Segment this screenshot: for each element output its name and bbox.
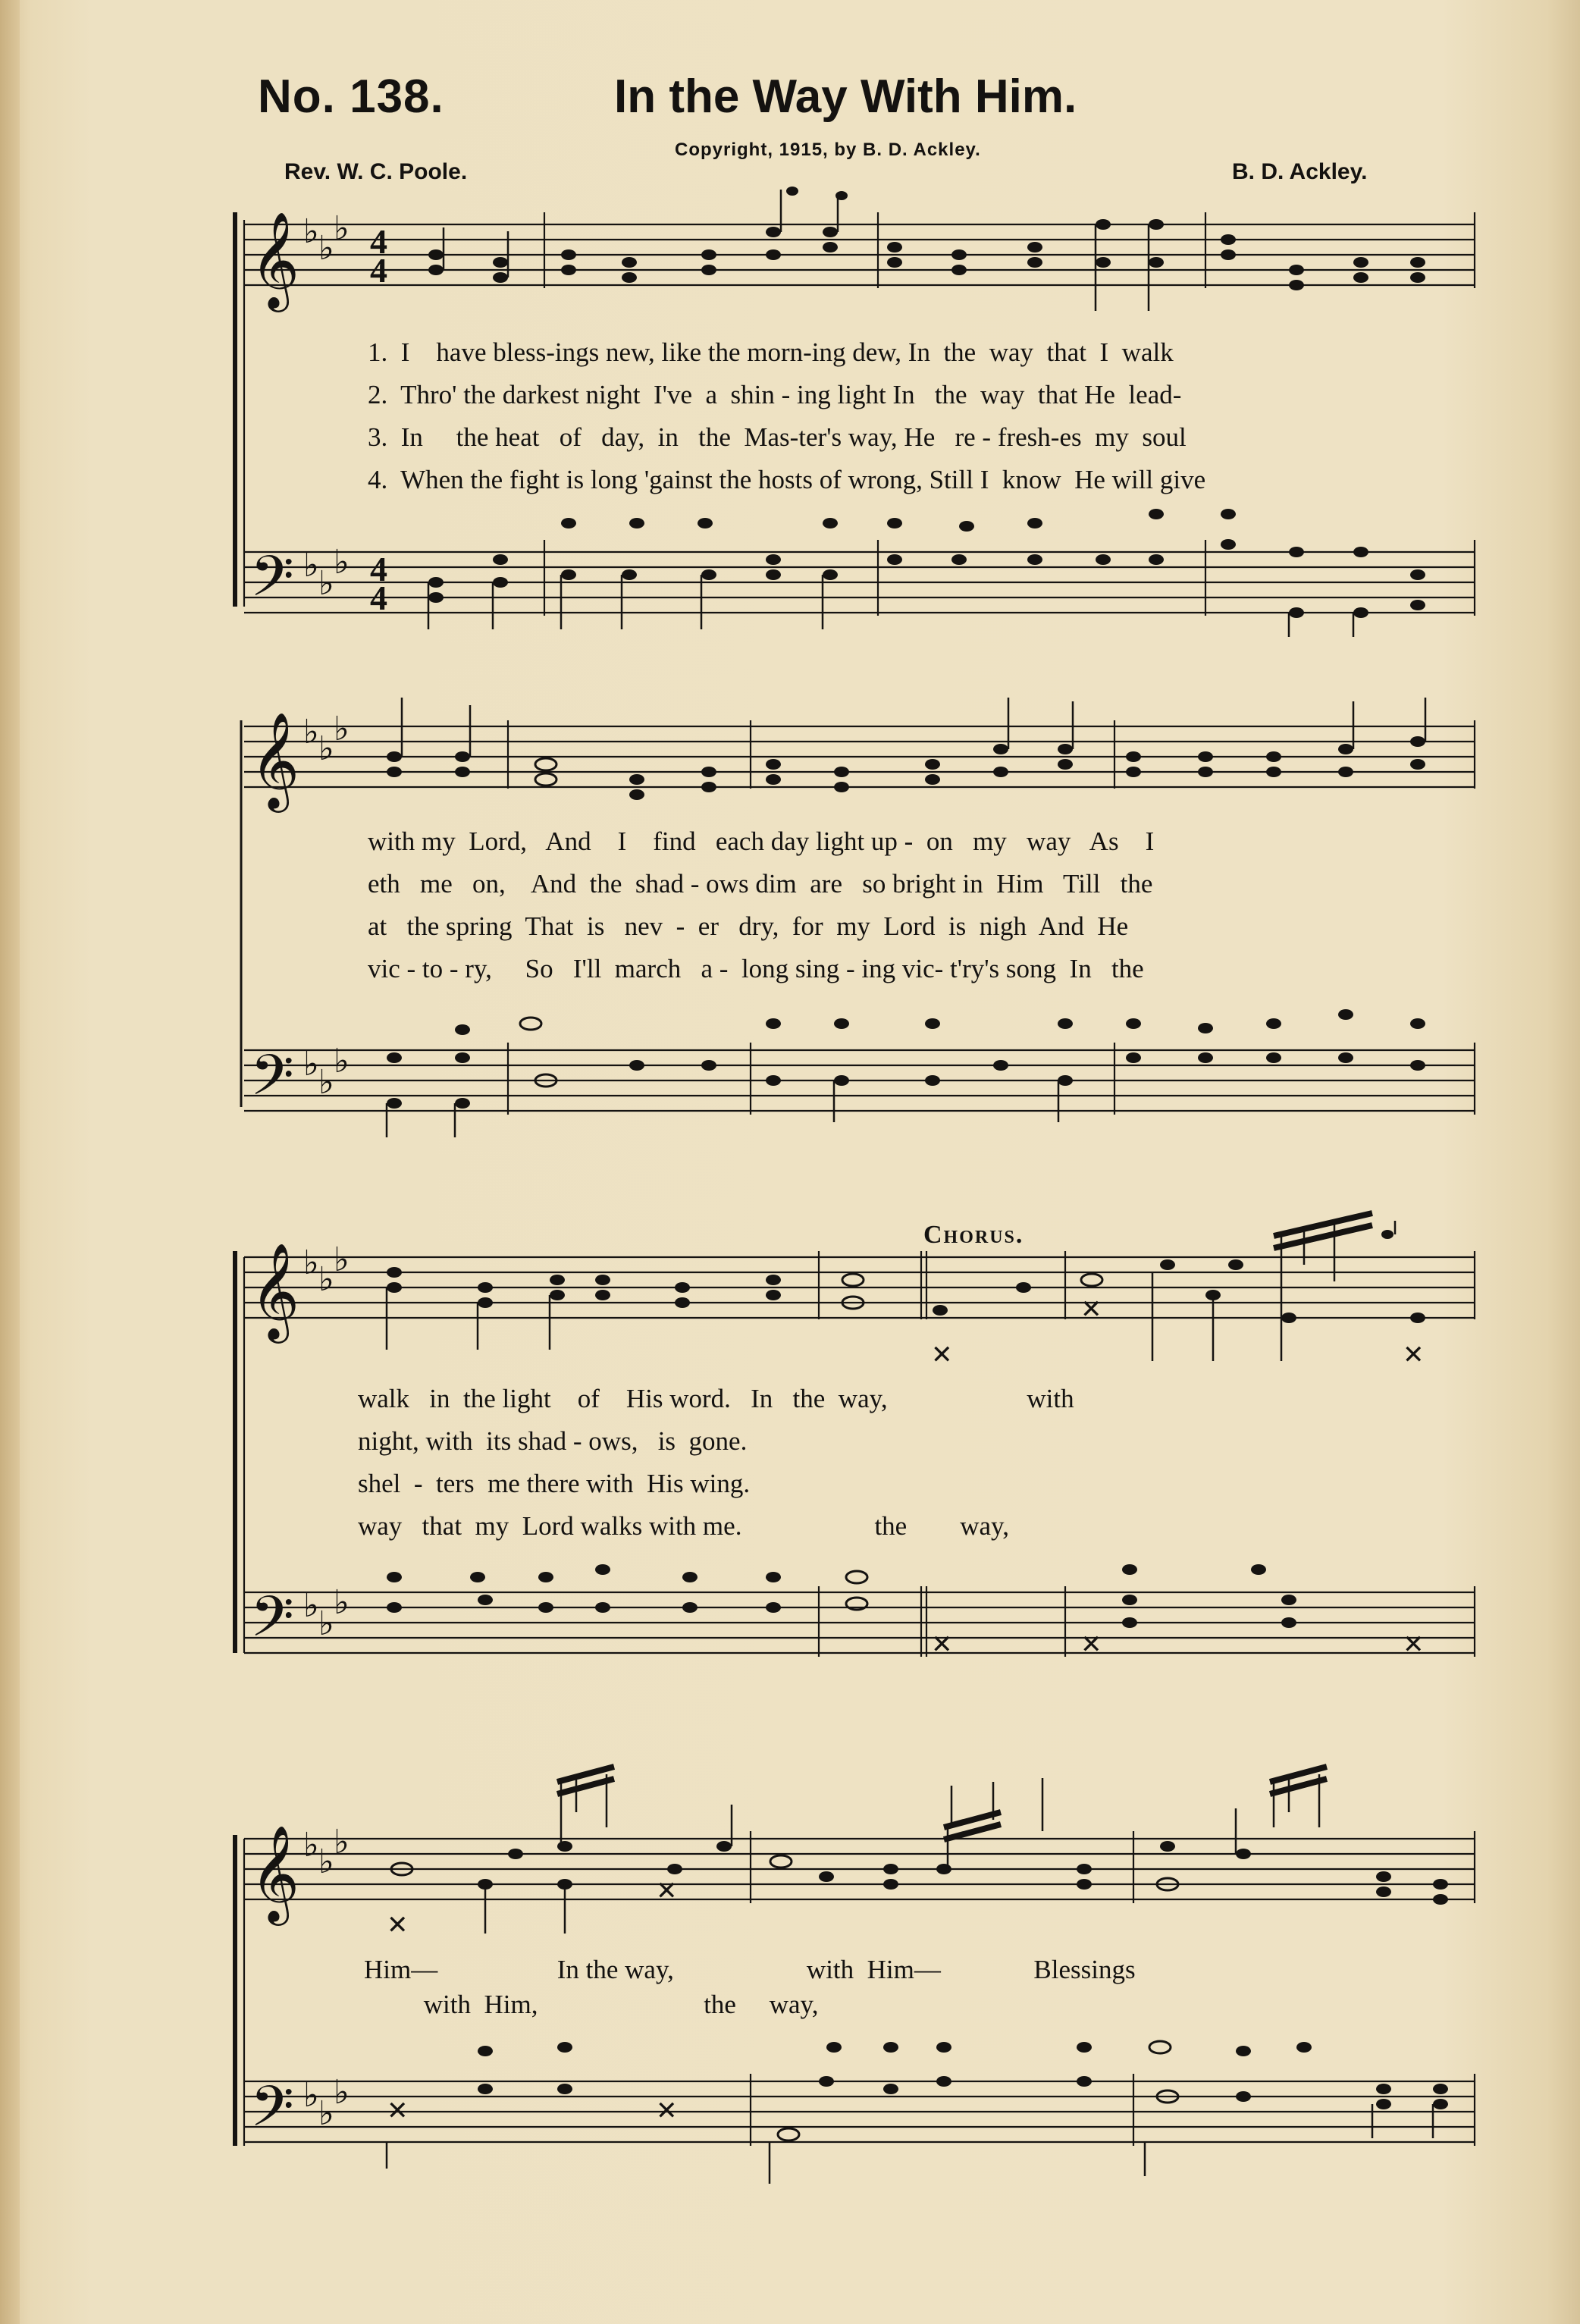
svg-text:♭: ♭ [334, 1042, 350, 1080]
music-system-3 [0, 1168, 1580, 1668]
svg-text:𝄢: 𝄢 [250, 1584, 294, 1664]
copyright-notice: Copyright, 1915, by B. D. Ackley. [675, 140, 981, 160]
svg-text:𝄢: 𝄢 [250, 544, 294, 623]
svg-text:𝄞: 𝄞 [250, 711, 300, 808]
chorus-label: Chorus. [923, 1221, 1024, 1249]
svg-text:4: 4 [370, 550, 387, 588]
music-system-2 [0, 667, 1580, 1137]
lyric-line: way that my Lord walks with me. the way, [358, 1511, 1009, 1541]
svg-text:♭: ♭ [318, 229, 334, 268]
music-system-4 [0, 1714, 1580, 2290]
svg-text:♭: ♭ [303, 1244, 319, 1282]
svg-text:✕: ✕ [387, 1910, 409, 1940]
lyric-line: Him— In the way, with Him— Blessings [364, 1955, 1136, 1984]
svg-text:♭: ♭ [303, 2076, 319, 2115]
svg-text:♭: ♭ [303, 713, 319, 751]
lyric-line: with Him, the way, [364, 1990, 819, 2019]
staff-notation-1 [0, 0, 1580, 637]
lyric-line: walk in the light of His word. In the way, with [358, 1384, 1074, 1413]
svg-text:♭: ♭ [334, 209, 350, 248]
svg-text:𝄞: 𝄞 [250, 1242, 300, 1339]
svg-text:♭: ♭ [318, 1063, 334, 1102]
lyricist-credit: Rev. W. C. Poole. [284, 159, 468, 184]
svg-text:✕: ✕ [1403, 1340, 1425, 1370]
svg-text:♭: ♭ [318, 729, 334, 768]
hymn-number: No. 138. [258, 71, 444, 123]
svg-text:✕: ✕ [1080, 1294, 1102, 1325]
svg-text:♭: ♭ [303, 1045, 319, 1084]
lyric-line: 2. Thro' the darkest night I've a shin - ing light In the way that He lead- [368, 380, 1182, 409]
svg-text:♭: ♭ [318, 564, 334, 603]
svg-text:✕: ✕ [1080, 1629, 1102, 1660]
svg-text:♭: ♭ [318, 2094, 334, 2133]
svg-text:✕: ✕ [1403, 1629, 1425, 1660]
svg-text:✕: ✕ [656, 2096, 678, 2126]
svg-text:♭: ♭ [334, 1240, 350, 1279]
svg-text:♭: ♭ [334, 543, 350, 582]
staff-notation-3 [0, 1168, 1580, 1668]
svg-text:✕: ✕ [931, 1629, 953, 1660]
svg-text:✕: ✕ [387, 2096, 409, 2126]
svg-text:𝄞: 𝄞 [250, 1824, 300, 1921]
lyric-line: with my Lord, And I find each day light up - on my way As I [368, 826, 1155, 856]
svg-text:♭: ♭ [318, 1260, 334, 1299]
svg-text:♭: ♭ [318, 1843, 334, 1881]
svg-text:✕: ✕ [931, 1340, 953, 1370]
svg-text:4: 4 [370, 222, 387, 261]
svg-text:♭: ♭ [303, 546, 319, 585]
svg-text:4: 4 [370, 579, 387, 617]
svg-text:♭: ♭ [334, 2073, 350, 2112]
hymn-title: In the Way With Him. [614, 71, 1077, 123]
svg-text:𝄢: 𝄢 [250, 2074, 294, 2153]
svg-text:♭: ♭ [334, 710, 350, 748]
lyric-line: 3. In the heat of day, in the Mas-ter's way, He re - fresh-es my soul [368, 422, 1187, 452]
svg-text:✕: ✕ [656, 1876, 678, 1906]
composer-credit: B. D. Ackley. [1232, 159, 1368, 184]
lyric-line: 1. I have bless-ings new, like the morn-ing dew, In the way that I walk [368, 337, 1174, 367]
music-system-1 [0, 0, 1580, 637]
svg-text:♭: ♭ [318, 1604, 334, 1643]
svg-text:𝄞: 𝄞 [250, 211, 300, 308]
lyric-line: shel - ters me there with His wing. [358, 1469, 751, 1498]
lyric-line: eth me on, And the shad - ows dim are so bright in Him Till the [368, 869, 1153, 899]
svg-text:♭: ♭ [303, 1826, 319, 1865]
lyric-line: at the spring That is nev - er dry, for my Lord is nigh And He [368, 911, 1129, 941]
svg-text:♭: ♭ [334, 1823, 350, 1861]
lyric-line: 4. When the fight is long 'gainst the hosts of wrong, Still I know He will give [368, 465, 1206, 494]
svg-text:♭: ♭ [303, 212, 319, 251]
svg-text:♭: ♭ [334, 1583, 350, 1622]
svg-text:4: 4 [370, 251, 387, 290]
svg-text:𝄢: 𝄢 [250, 1043, 294, 1122]
lyric-line: night, with its shad - ows, is gone. [358, 1426, 748, 1456]
staff-notation-2 [0, 667, 1580, 1137]
svg-text:♭: ♭ [303, 1586, 319, 1625]
lyric-line: vic - to - ry, So I'll march a - long sing - ing vic- t'ry's song In the [368, 954, 1144, 983]
